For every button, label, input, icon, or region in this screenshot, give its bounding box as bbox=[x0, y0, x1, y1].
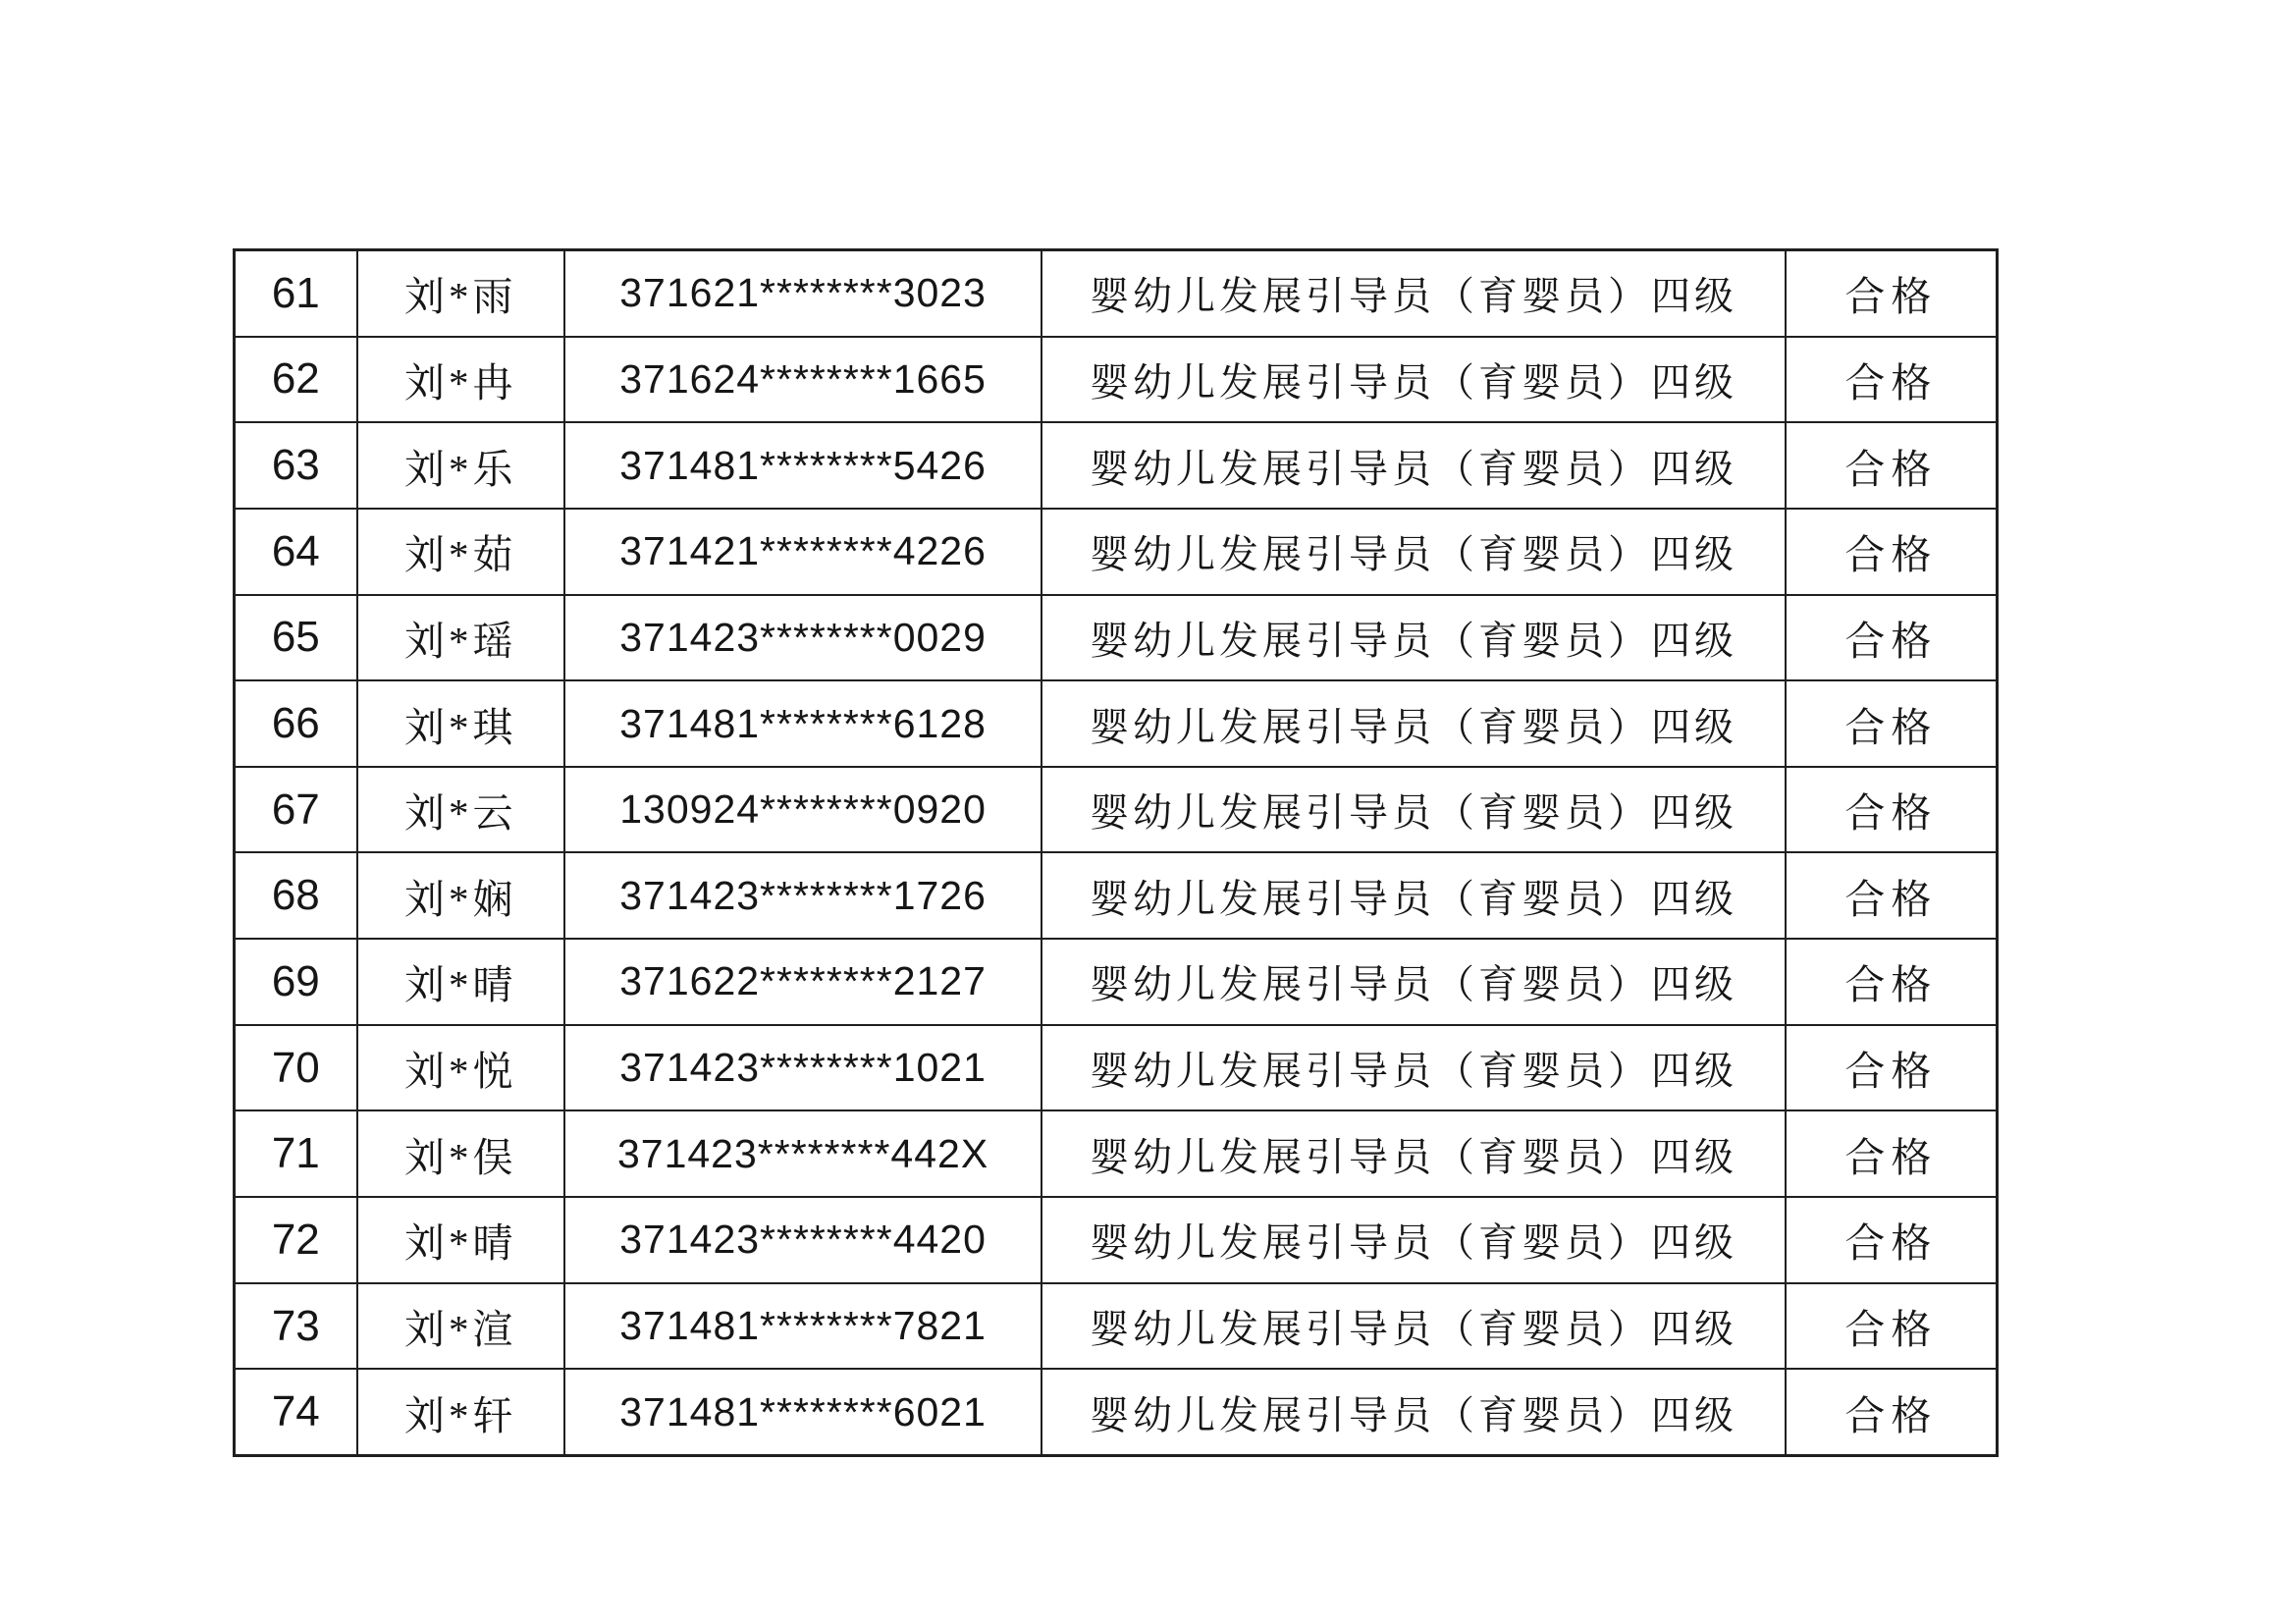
certification-cell: 婴幼儿发展引导员（育婴员）四级 bbox=[1041, 510, 1784, 594]
row-number-cell: 69 bbox=[271, 956, 320, 1005]
certification-cell: 婴幼儿发展引导员（育婴员）四级 bbox=[1041, 1026, 1784, 1110]
id-number-cell: 371423********4420 bbox=[563, 1198, 1041, 1282]
certification-cell: 婴幼儿发展引导员（育婴员）四级 bbox=[1041, 596, 1784, 680]
name-cell: 刘*雨 bbox=[356, 251, 563, 336]
name-cell: 刘*悦 bbox=[356, 1026, 563, 1110]
certification-cell: 婴幼儿发展引导员（育婴员）四级 bbox=[1041, 251, 1784, 336]
row-number-cell: 67 bbox=[271, 785, 320, 834]
id-number-cell: 371621********3023 bbox=[563, 251, 1041, 336]
id-number-cell: 371481********7821 bbox=[563, 1284, 1041, 1369]
id-number-cell: 371423********1021 bbox=[563, 1026, 1041, 1110]
table-row bbox=[236, 851, 1996, 938]
certification-cell: 婴幼儿发展引导员（育婴员）四级 bbox=[1041, 1370, 1784, 1454]
name-cell: 刘*琪 bbox=[356, 681, 563, 766]
certification-cell: 婴幼儿发展引导员（育婴员）四级 bbox=[1041, 338, 1784, 422]
certification-cell: 婴幼儿发展引导员（育婴员）四级 bbox=[1041, 853, 1784, 938]
table-row bbox=[236, 679, 1996, 766]
row-number-cell: 63 bbox=[271, 441, 320, 490]
id-number-cell: 371624********1665 bbox=[563, 338, 1041, 422]
name-cell: 刘*俣 bbox=[356, 1111, 563, 1196]
row-number-cell: 65 bbox=[271, 613, 320, 662]
id-number-cell: 371481********5426 bbox=[563, 423, 1041, 508]
certification-cell: 婴幼儿发展引导员（育婴员）四级 bbox=[1041, 1198, 1784, 1282]
table-row bbox=[236, 594, 1996, 680]
id-number-cell: 371421********4226 bbox=[563, 510, 1041, 594]
row-number-cell: 70 bbox=[271, 1043, 320, 1092]
name-cell: 刘*云 bbox=[356, 768, 563, 852]
id-number-cell: 130924********0920 bbox=[563, 768, 1041, 852]
table-row bbox=[236, 1110, 1996, 1196]
certification-cell: 婴幼儿发展引导员（育婴员）四级 bbox=[1041, 940, 1784, 1024]
result-cell: 合格 bbox=[1785, 1284, 1996, 1369]
table-row bbox=[236, 251, 1996, 336]
id-number-cell: 371622********2127 bbox=[563, 940, 1041, 1024]
row-number-cell: 74 bbox=[271, 1387, 320, 1436]
name-cell: 刘*晴 bbox=[356, 940, 563, 1024]
id-number-cell: 371423********0029 bbox=[563, 596, 1041, 680]
table-row bbox=[236, 336, 1996, 422]
result-cell: 合格 bbox=[1785, 1026, 1996, 1110]
result-cell: 合格 bbox=[1785, 338, 1996, 422]
result-cell: 合格 bbox=[1785, 1198, 1996, 1282]
result-cell: 合格 bbox=[1785, 1370, 1996, 1454]
row-number-cell: 61 bbox=[271, 268, 320, 317]
name-cell: 刘*轩 bbox=[356, 1370, 563, 1454]
certification-cell: 婴幼儿发展引导员（育婴员）四级 bbox=[1041, 423, 1784, 508]
certification-cell: 婴幼儿发展引导员（育婴员）四级 bbox=[1041, 768, 1784, 852]
result-cell: 合格 bbox=[1785, 940, 1996, 1024]
certification-cell: 婴幼儿发展引导员（育婴员）四级 bbox=[1041, 1111, 1784, 1196]
row-number-cell: 68 bbox=[271, 871, 320, 920]
table-row bbox=[236, 508, 1996, 594]
row-number-cell: 66 bbox=[271, 699, 320, 748]
result-cell: 合格 bbox=[1785, 853, 1996, 938]
name-cell: 刘*乐 bbox=[356, 423, 563, 508]
name-cell: 刘*渲 bbox=[356, 1284, 563, 1369]
table-row bbox=[236, 1282, 1996, 1369]
row-number-cell: 62 bbox=[271, 354, 320, 404]
name-cell: 刘*茹 bbox=[356, 510, 563, 594]
row-number-cell: 64 bbox=[271, 526, 320, 575]
result-cell: 合格 bbox=[1785, 681, 1996, 766]
table-row bbox=[236, 1024, 1996, 1110]
id-number-cell: 371423********1726 bbox=[563, 853, 1041, 938]
table-row bbox=[236, 1196, 1996, 1282]
results-table bbox=[233, 248, 1999, 1457]
table-row bbox=[236, 766, 1996, 852]
result-cell: 合格 bbox=[1785, 768, 1996, 852]
result-cell: 合格 bbox=[1785, 251, 1996, 336]
name-cell: 刘*娴 bbox=[356, 853, 563, 938]
id-number-cell: 371423********442X bbox=[563, 1111, 1041, 1196]
row-number-cell: 72 bbox=[271, 1215, 320, 1264]
table-row bbox=[236, 938, 1996, 1024]
name-cell: 刘*晴 bbox=[356, 1198, 563, 1282]
result-cell: 合格 bbox=[1785, 596, 1996, 680]
row-number-cell: 73 bbox=[271, 1301, 320, 1350]
id-number-cell: 371481********6128 bbox=[563, 681, 1041, 766]
name-cell: 刘*冉 bbox=[356, 338, 563, 422]
result-cell: 合格 bbox=[1785, 510, 1996, 594]
certification-cell: 婴幼儿发展引导员（育婴员）四级 bbox=[1041, 1284, 1784, 1369]
result-cell: 合格 bbox=[1785, 1111, 1996, 1196]
result-cell: 合格 bbox=[1785, 423, 1996, 508]
row-number-cell: 71 bbox=[271, 1129, 320, 1178]
table-row bbox=[236, 1368, 1996, 1454]
table-row bbox=[236, 421, 1996, 508]
certification-cell: 婴幼儿发展引导员（育婴员）四级 bbox=[1041, 681, 1784, 766]
id-number-cell: 371481********6021 bbox=[563, 1370, 1041, 1454]
name-cell: 刘*瑶 bbox=[356, 596, 563, 680]
